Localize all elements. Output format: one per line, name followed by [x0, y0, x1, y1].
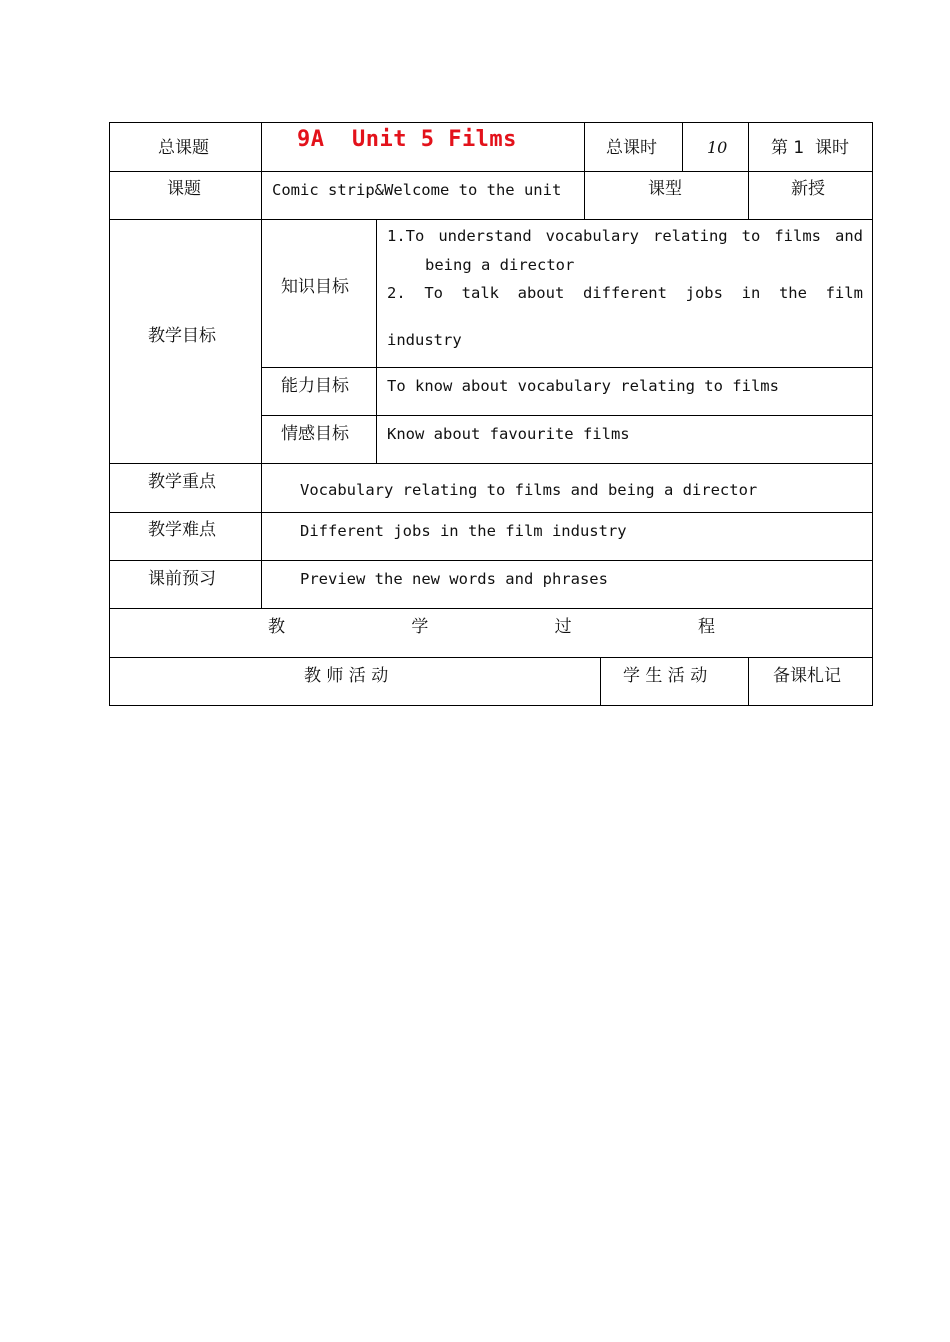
process-char: 教: [268, 617, 285, 637]
knowledge-line2-word: the: [778, 284, 807, 302]
row-divider: [109, 608, 873, 609]
lesson-number: 第 1 课时: [771, 138, 850, 158]
knowledge-objective-line1: 1.To understand vocabulary relating to films and: [387, 227, 863, 245]
lesson-notes-header: 备课札记: [773, 666, 841, 686]
knowledge-line2-word: jobs: [685, 284, 723, 302]
knowledge-line2-word: in: [741, 284, 761, 302]
column-divider: [376, 219, 377, 464]
knowledge-objective-label: 知识目标: [281, 277, 349, 297]
knowledge-objective-line2: [387, 283, 863, 303]
knowledge-line2-word: film: [825, 284, 863, 302]
total-hours-value: 10: [707, 138, 728, 157]
student-activities-header: 学 生 活 动: [623, 666, 708, 686]
table-border-bottom: [109, 705, 873, 706]
column-divider: [682, 122, 683, 172]
emotion-objective-label: 情感目标: [281, 424, 349, 444]
emotion-objective-value: Know about favourite films: [387, 425, 630, 443]
topic-label: 课题: [167, 179, 201, 199]
teaching-process-heading: [268, 617, 715, 637]
knowledge-line2-word: To: [424, 284, 443, 302]
total-hours-label: 总课时: [606, 138, 657, 158]
row-divider: [109, 219, 873, 220]
row-divider: [109, 512, 873, 513]
knowledge-objective-line1-cont: being a director: [425, 256, 575, 274]
column-divider: [748, 122, 749, 220]
course-title-label: 总课题: [158, 138, 209, 158]
row-divider: [261, 415, 873, 416]
preview-value: Preview the new words and phrases: [300, 570, 608, 588]
column-divider: [261, 122, 262, 609]
table-border-top: [109, 122, 873, 123]
knowledge-objective-line2-cont: industry: [387, 331, 462, 349]
preview-label: 课前预习: [148, 569, 216, 589]
knowledge-line2-word: talk: [461, 284, 499, 302]
lesson-type-value: 新授: [791, 179, 825, 199]
difficulties-value: Different jobs in the film industry: [300, 522, 627, 540]
process-char: 过: [554, 617, 572, 637]
knowledge-line2-word: about: [517, 284, 565, 302]
lesson-type-label: 课型: [648, 179, 682, 199]
objectives-label: 教学目标: [148, 326, 216, 346]
ability-objective-label: 能力目标: [281, 376, 349, 396]
difficulties-label: 教学难点: [148, 520, 216, 540]
row-divider: [109, 171, 873, 172]
process-char: 程: [697, 617, 715, 637]
ability-objective-value: To know about vocabulary relating to films: [387, 377, 779, 395]
table-border-right: [872, 122, 873, 706]
process-char: 学: [411, 617, 429, 637]
knowledge-line2-word: different: [582, 284, 667, 302]
column-divider: [748, 657, 749, 706]
topic-value: Comic strip&Welcome to the unit: [272, 181, 562, 199]
row-divider: [261, 367, 873, 368]
table-border-left: [109, 122, 110, 706]
column-divider: [584, 122, 585, 220]
row-divider: [109, 463, 873, 464]
key-points-value: Vocabulary relating to films and being a director: [300, 481, 758, 499]
course-title: 9A Unit 5 Films: [297, 127, 517, 152]
row-divider: [109, 560, 873, 561]
row-divider: [109, 657, 873, 658]
column-divider: [600, 657, 601, 706]
teacher-activities-header: 教 师 活 动: [304, 666, 389, 686]
knowledge-line2-word: 2.: [387, 284, 406, 302]
key-points-label: 教学重点: [148, 472, 216, 492]
